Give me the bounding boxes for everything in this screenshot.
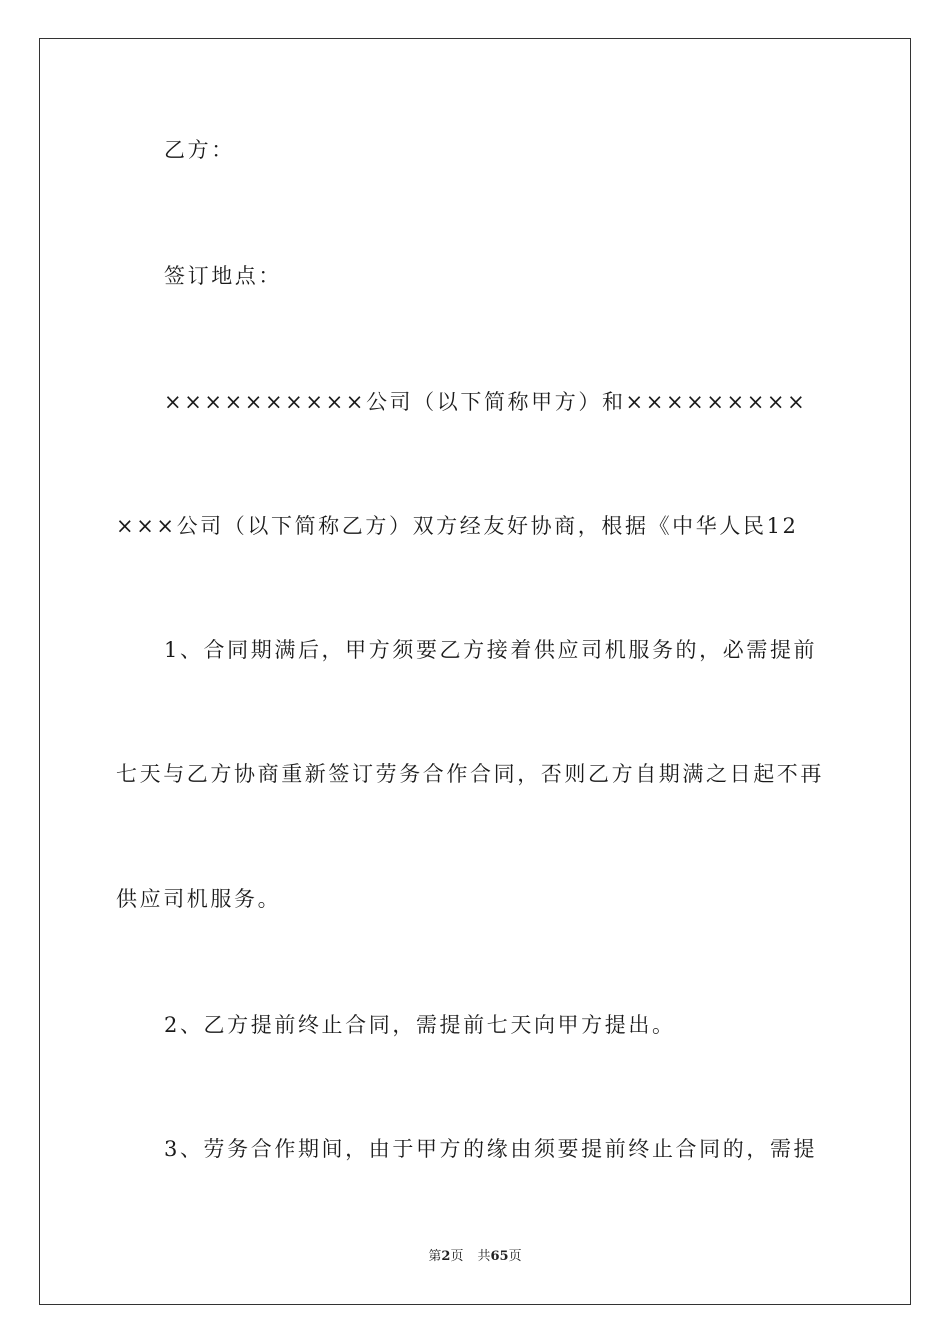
page-border	[39, 38, 911, 1305]
total-suffix: 页	[508, 1249, 522, 1264]
clause-3-line: 3、劳务合作期间，由于甲方的缘由须要提前终止合同的，需提	[164, 1137, 818, 1161]
page-suffix: 页	[450, 1249, 464, 1264]
party-b-label: 乙方：	[164, 138, 235, 162]
paragraph-line: ×××公司（以下简称乙方）双方经友好协商，根据《中华人民12	[116, 514, 799, 538]
page-number: 2	[441, 1249, 451, 1264]
page-footer	[0, 1248, 950, 1266]
clause-2-line: 2、乙方提前终止合同，需提前七天向甲方提出。	[164, 1013, 676, 1037]
paragraph-line: ××××××××××公司（以下简称甲方）和×××××××××	[164, 390, 808, 414]
total-prefix: 共	[477, 1249, 491, 1264]
total-pages: 65	[490, 1249, 509, 1264]
clause-1-line: 七天与乙方协商重新签订劳务合作合同，否则乙方自期满之日起不再	[116, 762, 824, 786]
clause-1-line: 1、合同期满后，甲方须要乙方接着供应司机服务的，必需提前	[164, 638, 818, 662]
signing-location-label: 签订地点：	[164, 264, 282, 288]
clause-1-line: 供应司机服务。	[116, 887, 282, 911]
page-prefix: 第	[428, 1249, 442, 1264]
